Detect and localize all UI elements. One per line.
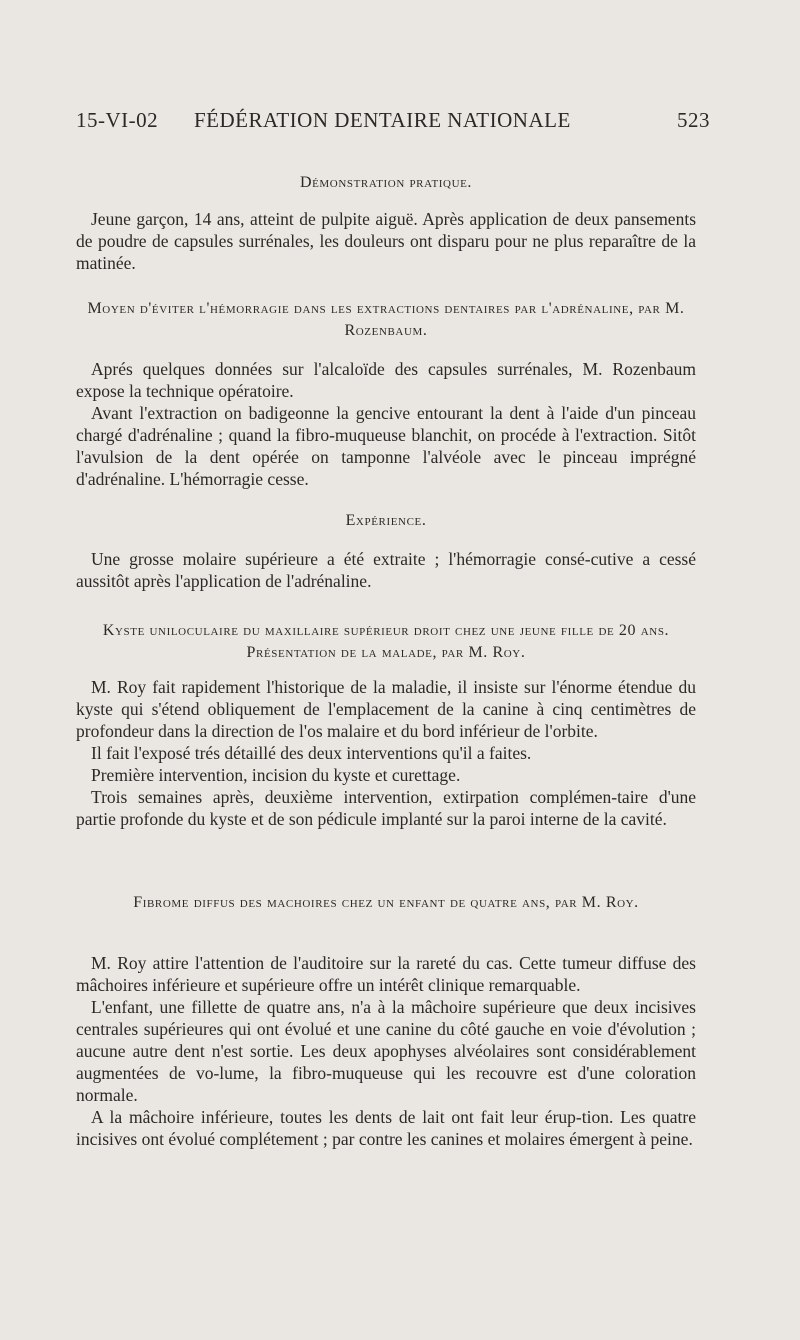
section-heading-kyste: Kyste uniloculaire du maxillaire supérieur droit chez une jeune fille de 20 ans. Présentation de la malade, par M. Roy. bbox=[102, 622, 670, 661]
section-heading-demonstration: Démonstration pratique. bbox=[299, 174, 473, 191]
section-body-kyste bbox=[76, 676, 696, 830]
paragraph: M. Roy attire l'attention de l'auditoire sur la rareté du cas. Cette tumeur diffuse des mâchoires inférieure et supérieure offre un intérêt clinique remarquable. bbox=[76, 953, 696, 995]
paragraph: Première intervention, incision du kyste et curettage. bbox=[91, 765, 461, 785]
paragraph: Avant l'extraction on badigeonne la gencive entourant la dent à l'aide d'un pinceau chargé d'adrénaline ; quand la fibro-muqueuse blanchit, on procéde à l'extraction. Sitôt l'avulsion de la dent opérée on tamponne l'alvéole avec le pinceau imprégné d'adrénaline. L'hémorragie cesse. bbox=[76, 403, 696, 489]
paragraph: L'enfant, une fillette de quatre ans, n'a à la mâchoire supérieure que deux incisives centrales supérieures qui ont évolué et une canine du côté gauche en voie d'évolution ; aucune autre dent n'est sortie. Les deux apophyses alvéolaires sont considérablement augmentées de vo-lume, la fibro-muqueuse qui les recouvre est d'une coloration normale. bbox=[76, 997, 696, 1105]
paragraph: Aprés quelques données sur l'alcaloïde des capsules surrénales, M. Rozenbaum expose la technique opératoire. bbox=[76, 359, 696, 401]
section-heading-fibrome: Fibrome diffus des machoires chez un enfant de quatre ans, par M. Roy. bbox=[133, 894, 639, 911]
paragraph: Une grosse molaire supérieure a été extraite ; l'hémorragie consé-cutive a cessé aussitôt après l'application de l'adrénaline. bbox=[76, 549, 696, 591]
section-body-experience bbox=[76, 548, 696, 592]
paragraph: Il fait l'exposé trés détaillé des deux interventions qu'il a faites. bbox=[91, 743, 532, 763]
journal-title: FÉDÉRATION DENTAIRE NATIONALE bbox=[194, 108, 571, 132]
paragraph: M. Roy fait rapidement l'historique de la maladie, il insiste sur l'énorme étendue du kyste qui s'étend obliquement de l'emplacement de la canine à cinq centimètres de profondeur dans la direction de l'os malaire et du bord inférieur de l'orbite. bbox=[76, 677, 696, 741]
section-heading-experience: Expérience. bbox=[345, 512, 427, 529]
paragraph: Jeune garçon, 14 ans, atteint de pulpite aiguë. Après application de deux pansements de poudre de capsules surrénales, les douleurs ont disparu pour ne plus reparaître de la matinée. bbox=[76, 209, 696, 273]
issue-date: 15-VI-02 bbox=[76, 108, 159, 132]
section-body-hemorragie bbox=[76, 358, 696, 490]
paragraph: Trois semaines après, deuxième intervention, extirpation complémen-taire d'une partie profonde du kyste et de son pédicule implanté sur la paroi interne de la cavité. bbox=[76, 787, 696, 829]
section-body-fibrome bbox=[76, 952, 696, 1150]
section-heading-hemorragie: Moyen d'éviter l'hémorragie dans les extractions dentaires par l'adrénaline, par M. Rozenbaum. bbox=[87, 300, 685, 339]
paragraph: A la mâchoire inférieure, toutes les dents de lait ont fait leur érup-tion. Les quatre incisives ont évolué complétement ; par contre les canines et molaires émergent à peine. bbox=[76, 1107, 696, 1149]
page-number: 523 bbox=[677, 108, 710, 132]
section-body-demonstration bbox=[76, 208, 696, 274]
